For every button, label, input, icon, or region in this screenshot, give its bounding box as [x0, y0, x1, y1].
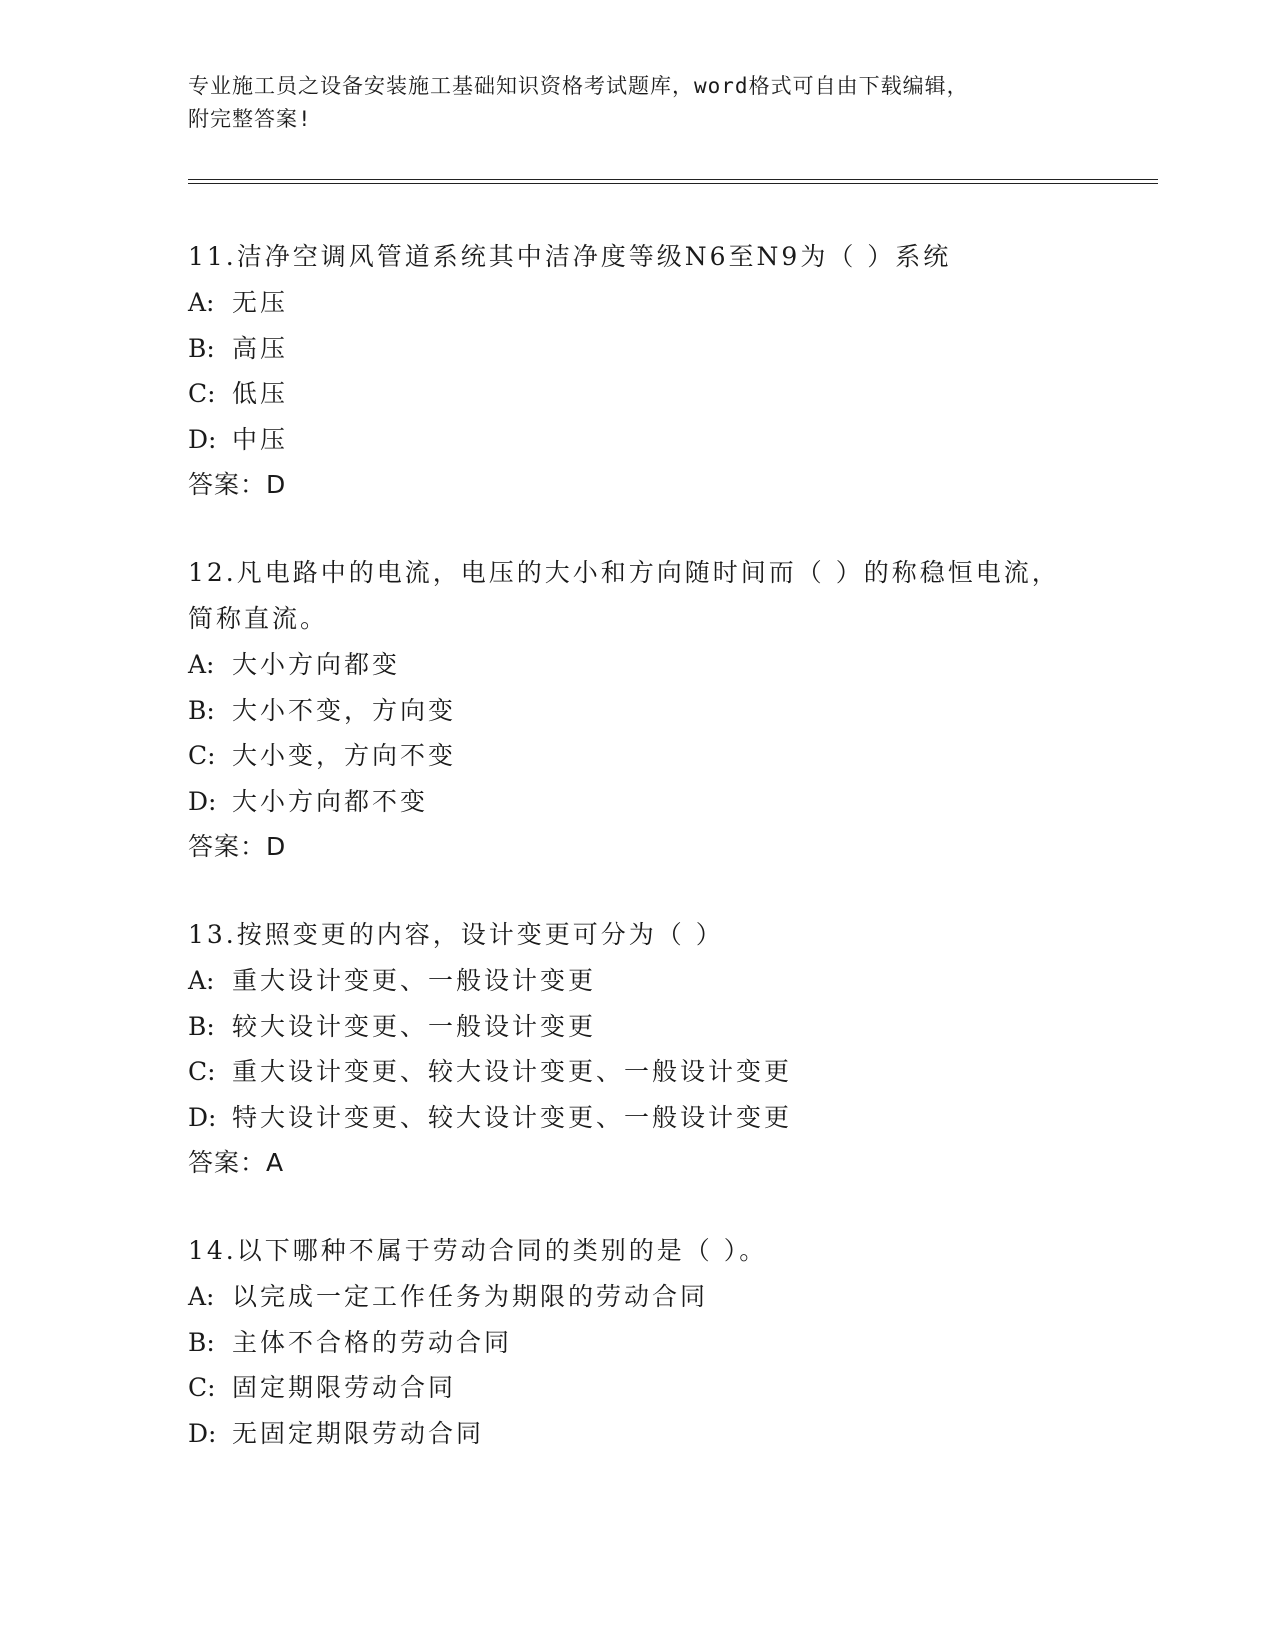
question-stem: 按照变更的内容，设计变更可分为（ ） [236, 920, 724, 949]
option-a [188, 1274, 1148, 1320]
option-key: D: [188, 786, 217, 816]
question-number: 14. [188, 1236, 237, 1265]
option-key: B: [188, 695, 215, 725]
header-line-1: 专业施工员之设备安装施工基础知识资格考试题库，word格式可自由下载编辑， [188, 74, 969, 98]
question-12 [188, 550, 1148, 870]
option-key: A: [188, 966, 215, 995]
option-b [188, 1004, 1148, 1050]
option-text: 重大设计变更、一般设计变更 [232, 966, 597, 995]
option-key: D: [188, 1102, 217, 1132]
option-key: D: [188, 424, 217, 454]
option-key: A: [188, 1282, 215, 1311]
question-stem: 洁净空调风管道系统其中洁净度等级N6至N9为（ ）系统 [236, 242, 952, 271]
option-d [188, 1095, 1148, 1141]
option-d [188, 417, 1148, 463]
option-d [188, 1411, 1148, 1457]
document-header [188, 70, 1088, 136]
question-14 [188, 1228, 1148, 1456]
option-a [188, 280, 1148, 326]
option-key: C: [188, 379, 216, 408]
option-key: C: [188, 741, 216, 770]
option-b [188, 688, 1148, 734]
option-c [188, 1049, 1148, 1095]
option-text: 中压 [232, 424, 289, 454]
option-c [188, 371, 1148, 417]
question-number: 11. [188, 242, 237, 271]
option-text: 较大设计变更、一般设计变更 [232, 1011, 597, 1041]
option-text: 低压 [232, 379, 289, 408]
question-number: 13. [188, 920, 237, 949]
option-text: 主体不合格的劳动合同 [232, 1327, 513, 1357]
option-text: 重大设计变更、较大设计变更、一般设计变更 [232, 1057, 793, 1086]
question-13 [188, 912, 1148, 1186]
option-text: 无固定期限劳动合同 [232, 1418, 485, 1448]
option-b [188, 1320, 1148, 1366]
option-a [188, 642, 1148, 688]
option-text: 无压 [232, 288, 289, 317]
header-divider-bottom [188, 183, 1158, 184]
header-line-2: 附完整答案! [188, 107, 312, 131]
option-b [188, 326, 1148, 372]
option-key: A: [188, 288, 215, 317]
answer-line: 答案：D [188, 470, 287, 499]
option-text: 大小不变，方向变 [232, 695, 457, 725]
question-text [188, 912, 1068, 958]
option-text: 大小变，方向不变 [232, 741, 457, 770]
option-key: C: [188, 1057, 216, 1086]
question-text [188, 550, 1068, 642]
header-divider-top [188, 179, 1158, 180]
option-text: 以完成一定工作任务为期限的劳动合同 [232, 1282, 709, 1311]
question-stem: 凡电路中的电流，电压的大小和方向随时间而（ ）的称稳恒电流，简称直流。 [188, 558, 1060, 633]
question-number: 12. [188, 558, 237, 587]
option-text: 特大设计变更、较大设计变更、一般设计变更 [232, 1102, 793, 1132]
question-list [188, 234, 1148, 1498]
option-d [188, 779, 1148, 825]
question-text [188, 1228, 1068, 1274]
question-stem: 以下哪种不属于劳动合同的类别的是（ ）。 [236, 1236, 768, 1265]
option-a [188, 958, 1148, 1004]
option-text: 高压 [232, 333, 289, 363]
option-key: B: [188, 1011, 215, 1041]
question-text [188, 234, 1068, 280]
option-key: B: [188, 1327, 215, 1357]
option-text: 大小方向都变 [232, 650, 401, 679]
option-c [188, 1365, 1148, 1411]
option-key: D: [188, 1418, 217, 1448]
answer-line: 答案：D [188, 832, 287, 861]
option-text: 固定期限劳动合同 [232, 1373, 457, 1402]
answer-line: 答案：A [188, 1148, 285, 1177]
option-key: B: [188, 333, 215, 363]
option-text: 大小方向都不变 [232, 786, 429, 816]
option-c [188, 733, 1148, 779]
question-11 [188, 234, 1148, 508]
option-key: A: [188, 650, 215, 679]
option-key: C: [188, 1373, 216, 1402]
